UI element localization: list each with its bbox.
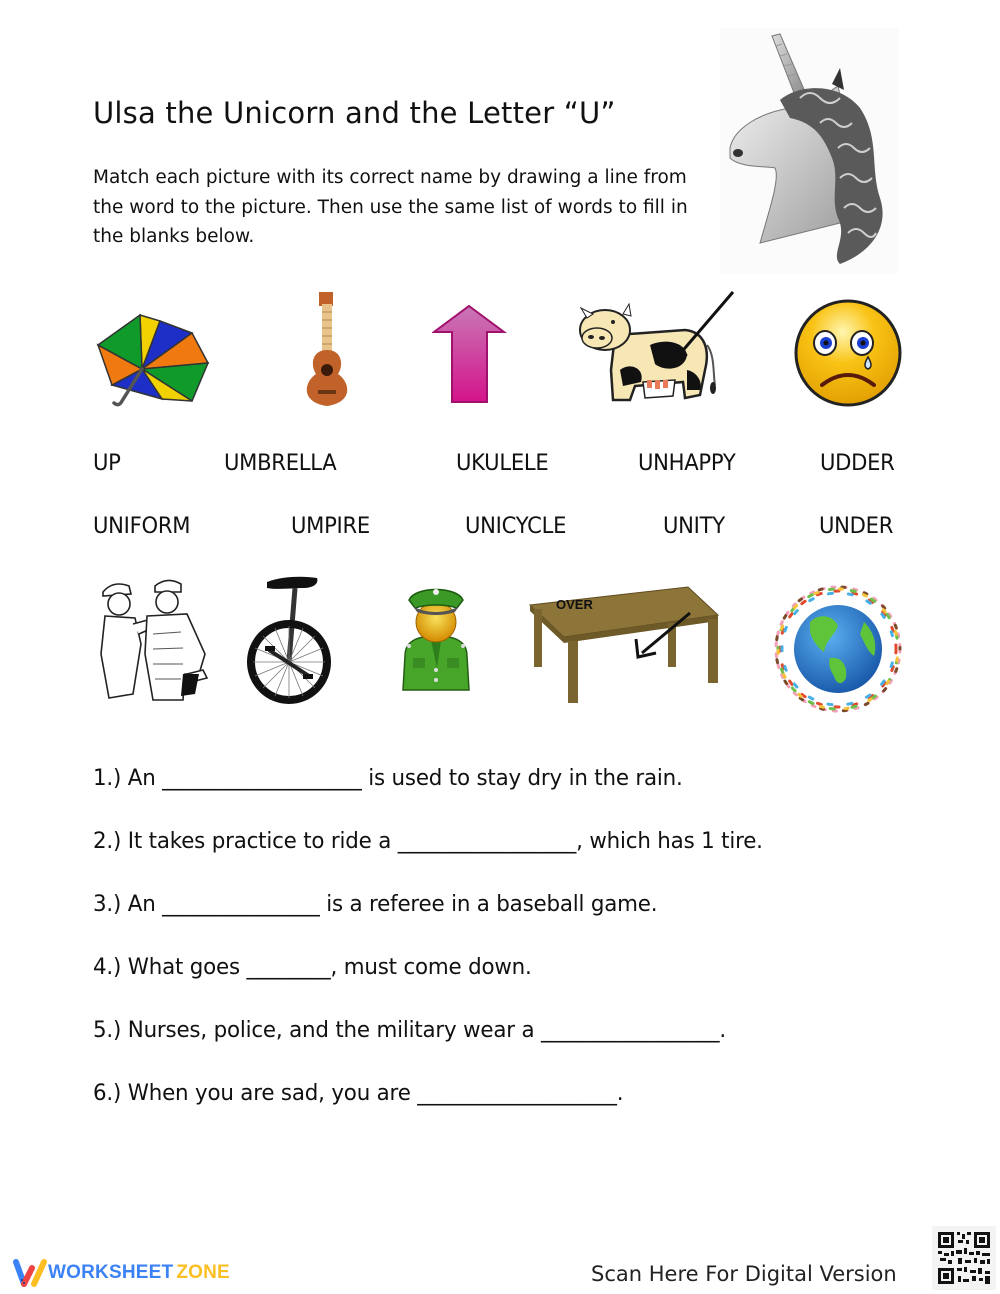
word-ukulele: UKULELE (456, 451, 549, 476)
umbrella-icon (92, 305, 212, 410)
over-label: OVER (556, 597, 593, 612)
unicycle-icon (243, 574, 338, 706)
instructions-text: Match each picture with its correct name by drawing a line from the word to the picture. Then use the same list of words to fill in the blanks below. (93, 167, 688, 247)
officer-uniform-icon (395, 578, 477, 698)
question-2: 2.) It takes practice to ride a _________________, which has 1 tire. (93, 828, 763, 854)
word-unicycle: UNICYCLE (465, 514, 567, 539)
worksheetzone-logo[interactable] (12, 1258, 230, 1288)
question-6: 6.) When you are sad, you are ___________________. (93, 1080, 624, 1106)
sad-face-icon (792, 297, 904, 409)
arrow-up-icon (432, 302, 507, 404)
ukulele-icon (292, 290, 367, 410)
qr-code-icon[interactable] (932, 1226, 996, 1290)
word-uniform: UNIFORM (93, 514, 191, 539)
word-udder: UDDER (820, 451, 895, 476)
word-umpire: UMPIRE (291, 514, 370, 539)
unicorn-head-icon (720, 28, 898, 274)
scan-prompt: Scan Here For Digital Version (591, 1262, 897, 1286)
question-4: 4.) What goes ________, must come down. (93, 954, 532, 980)
brand-text-zone: ZONE (176, 1262, 230, 1283)
word-umbrella: UMBRELLA (224, 451, 337, 476)
word-unhappy: UNHAPPY (638, 451, 736, 476)
people-talking-icon (95, 574, 217, 704)
word-unity: UNITY (663, 514, 725, 539)
globe-people-icon (768, 582, 908, 717)
worksheetzone-logo-icon (12, 1258, 48, 1288)
question-5: 5.) Nurses, police, and the military wear a _________________. (93, 1017, 727, 1043)
cow-icon (575, 290, 735, 405)
word-up: UP (93, 451, 121, 476)
worksheet-title: Ulsa the Unicorn and the Letter “U” (93, 96, 616, 130)
question-1: 1.) An ___________________ is used to stay dry in the rain. (93, 765, 683, 791)
question-3: 3.) An _______________ is a referee in a baseball game. (93, 891, 658, 917)
word-under: UNDER (819, 514, 894, 539)
brand-text-worksheet: WORKSHEET (48, 1262, 174, 1283)
table-icon (528, 585, 720, 705)
